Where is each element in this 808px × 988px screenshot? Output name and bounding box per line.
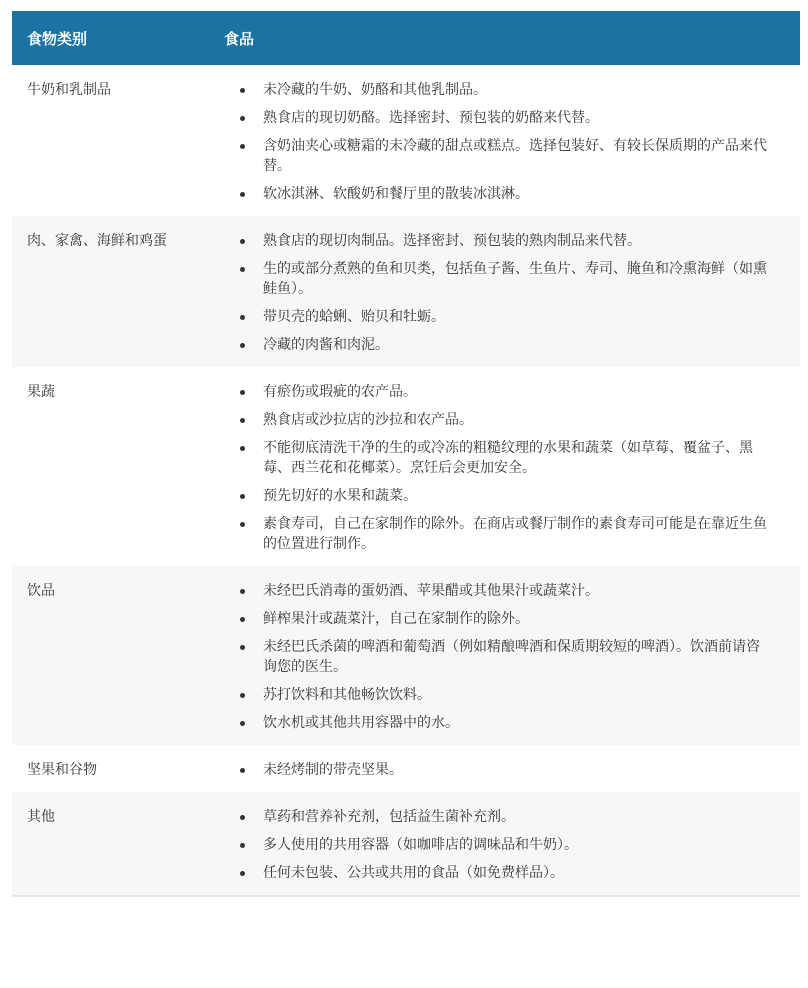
list-item: 未冷藏的牛奶、奶酪和其他乳制品。 xyxy=(224,80,769,100)
list-item: 未经巴氏杀菌的啤酒和葡萄酒（例如精酿啤酒和保质期较短的啤酒）。饮酒前请咨询您的医生。 xyxy=(224,637,769,677)
list-item: 素食寿司，自己在家制作的除外。在商店或餐厅制作的素食寿司可能是在靠近生鱼的位置进行制作。 xyxy=(224,514,769,554)
list-item: 多人使用的共用容器（如咖啡店的调味品和牛奶）。 xyxy=(224,835,769,855)
food-list xyxy=(224,760,769,780)
row-category: 果蔬 xyxy=(27,384,55,400)
table-bottom-border xyxy=(12,895,800,897)
list-item: 生的或部分煮熟的鱼和贝类，包括鱼子酱、生鱼片、寿司、腌鱼和冷熏海鲜（如熏鲑鱼）。 xyxy=(224,259,769,299)
list-item: 冷藏的肉酱和肉泥。 xyxy=(224,335,769,355)
list-item: 有瘀伤或瑕疵的农产品。 xyxy=(224,382,769,402)
list-item: 草药和营养补充剂，包括益生菌补充剂。 xyxy=(224,807,769,827)
list-item: 饮水机或其他共用容器中的水。 xyxy=(224,713,769,733)
list-item: 未经烤制的带壳坚果。 xyxy=(224,760,769,780)
table-header xyxy=(12,11,800,65)
header-foods: 食品 xyxy=(224,29,255,48)
food-safety-table xyxy=(12,11,800,897)
row-category: 坚果和谷物 xyxy=(27,762,97,778)
food-list xyxy=(224,80,769,204)
food-list xyxy=(224,581,769,733)
list-item: 未经巴氏消毒的蛋奶酒、苹果醋或其他果汁或蔬菜汁。 xyxy=(224,581,769,601)
table-row xyxy=(12,566,800,745)
food-list xyxy=(224,231,769,355)
list-item: 软冰淇淋、软酸奶和餐厅里的散装冰淇淋。 xyxy=(224,184,769,204)
food-list xyxy=(224,382,769,554)
list-item: 熟食店的现切奶酪。选择密封、预包装的奶酪来代替。 xyxy=(224,108,769,128)
list-item: 预先切好的水果和蔬菜。 xyxy=(224,486,769,506)
list-item: 苏打饮料和其他畅饮饮料。 xyxy=(224,685,769,705)
table-row xyxy=(12,367,800,566)
list-item: 带贝壳的蛤蜊、贻贝和牡蛎。 xyxy=(224,307,769,327)
list-item: 熟食店的现切肉制品。选择密封、预包装的熟肉制品来代替。 xyxy=(224,231,769,251)
list-item: 鲜榨果汁或蔬菜汁，自己在家制作的除外。 xyxy=(224,609,769,629)
list-item: 不能彻底清洗干净的生的或冷冻的粗糙纹理的水果和蔬菜（如草莓、覆盆子、黑莓、西兰花和花椰菜）。烹饪后会更加安全。 xyxy=(224,438,769,478)
table-row xyxy=(12,792,800,895)
list-item: 熟食店或沙拉店的沙拉和农产品。 xyxy=(224,410,769,430)
table-row xyxy=(12,216,800,367)
list-item: 任何未包装、公共或共用的食品（如免费样品）。 xyxy=(224,863,769,883)
header-category: 食物类别 xyxy=(27,29,88,48)
row-category: 肉、家禽、海鲜和鸡蛋 xyxy=(27,233,167,249)
food-list xyxy=(224,807,769,883)
row-category: 其他 xyxy=(27,809,55,825)
list-item: 含奶油夹心或糖霜的未冷藏的甜点或糕点。选择包装好、有较长保质期的产品来代替。 xyxy=(224,136,769,176)
row-category: 牛奶和乳制品 xyxy=(27,82,111,98)
row-category: 饮品 xyxy=(27,583,55,599)
table-row xyxy=(12,745,800,792)
table-row xyxy=(12,65,800,216)
